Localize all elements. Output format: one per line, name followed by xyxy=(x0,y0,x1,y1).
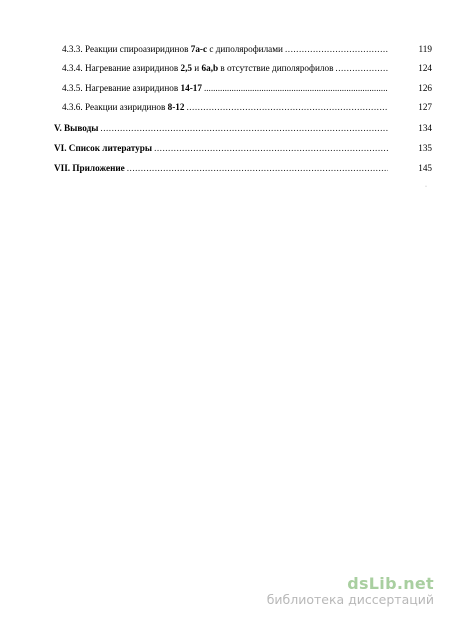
watermark-subtitle: библиотека диссертаций xyxy=(266,592,434,607)
toc-leader-dots xyxy=(285,42,388,56)
toc-entry-appendix[interactable] xyxy=(54,161,432,175)
toc-leader-dots xyxy=(204,81,388,95)
toc-page-number: 134 xyxy=(418,123,432,133)
toc-entry-title: 4.3.4. Нагревание азиридинов 2,5 и 6а,b в отсутствие диполярофилов xyxy=(62,63,334,73)
watermark[interactable] xyxy=(267,574,434,607)
toc-page-number: 135 xyxy=(418,143,432,153)
watermark-logo: dsLib.net xyxy=(347,574,434,593)
toc-entry-conclusions[interactable] xyxy=(54,121,432,135)
toc-entry-references[interactable] xyxy=(54,141,432,155)
toc-leader-dots xyxy=(335,61,388,75)
toc-page-number: 124 xyxy=(418,63,432,73)
toc-leader-dots xyxy=(100,121,388,135)
scan-speck: · xyxy=(425,184,427,190)
toc-page-number: 145 xyxy=(418,163,432,173)
toc-page-number: 126 xyxy=(418,83,432,93)
toc-page-number: 127 xyxy=(418,102,432,112)
toc-entry-title: 4.3.6. Реакции азиридинов 8-12 xyxy=(62,102,185,112)
toc-entry-4-3-5[interactable] xyxy=(62,81,432,95)
toc-entry-4-3-6[interactable] xyxy=(62,100,432,114)
toc-leader-dots xyxy=(154,141,388,155)
toc-entry-4-3-4[interactable] xyxy=(62,61,432,75)
toc-entry-title: VI. Список литературы xyxy=(54,143,153,153)
toc-entry-4-3-3[interactable] xyxy=(62,42,432,56)
toc-entry-title: V. Выводы xyxy=(54,123,99,133)
toc-entry-title: VII. Приложение xyxy=(54,163,125,173)
toc-leader-dots xyxy=(127,161,388,175)
toc-page-number: 119 xyxy=(418,44,432,54)
toc-entry-title: 4.3.3. Реакции спироазиридинов 7а-с с диполярофилами xyxy=(62,44,283,54)
toc-entry-title: 4.3.5. Нагревание азиридинов 14-17 xyxy=(62,83,202,93)
toc-leader-dots xyxy=(186,100,388,114)
